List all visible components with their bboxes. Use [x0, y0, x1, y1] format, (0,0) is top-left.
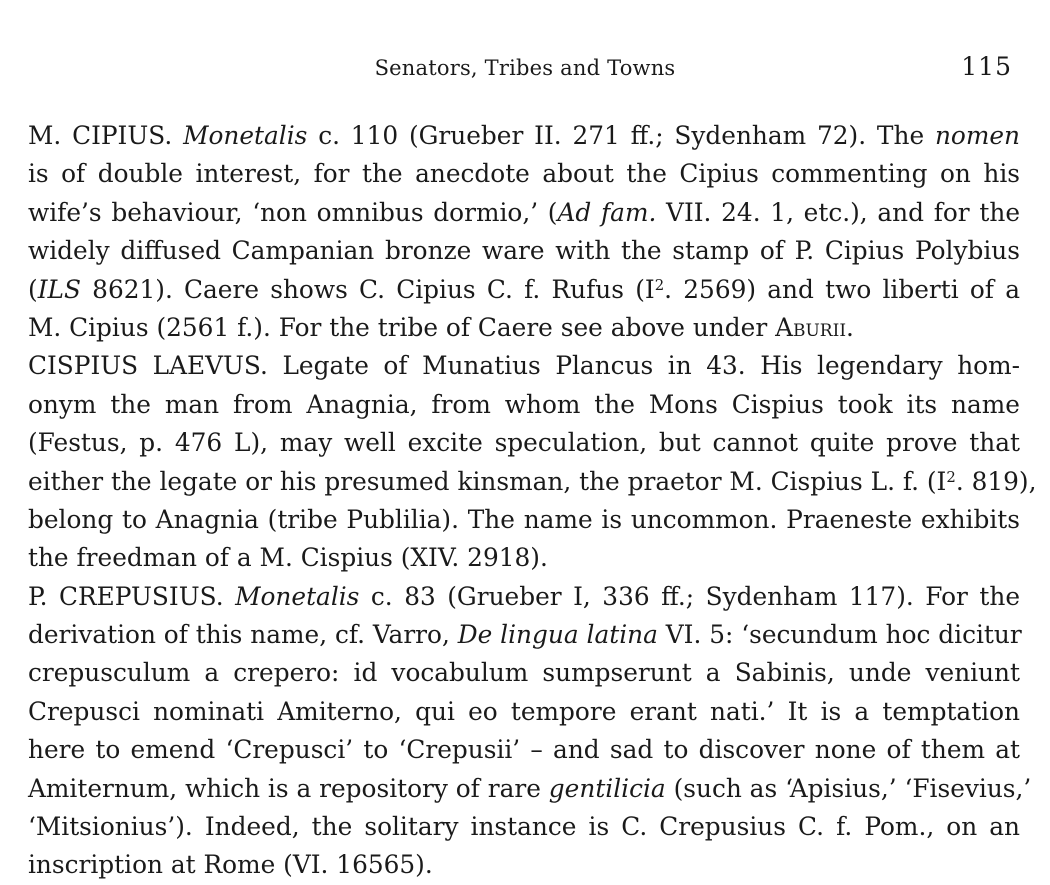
- text-segment: .: [846, 312, 854, 342]
- text-line: [28, 117, 1020, 155]
- text-segment: onym the man from Anagnia, from whom the Mons Cispius took its name: [28, 389, 1020, 419]
- text-line: [28, 194, 1020, 232]
- text-segment: VII. 24. 1, etc.), and for the: [656, 197, 1020, 227]
- running-head: Senators, Tribes and Towns: [374, 56, 676, 80]
- text-line: [28, 501, 1020, 539]
- text-line: [28, 232, 1020, 270]
- text-segment: M. CIPIUS.: [28, 121, 184, 150]
- text-segment: VI. 5: ‘secundum hoc dicitur: [657, 620, 1022, 650]
- text-segment: inscription at Rome (VI. 16565).: [28, 850, 433, 880]
- text-segment: Monetalis: [235, 581, 360, 611]
- text-line: [28, 386, 1020, 424]
- text-segment: CISPIUS LAEVUS. Legate of Munatius Plancus in 43. His legendary hom-: [28, 351, 1020, 381]
- entry: [28, 578, 1032, 885]
- text-segment: Monetalis: [183, 121, 308, 150]
- text-segment: c. 83 (Grueber I, 336 ff.; Sydenham 117). For the: [359, 581, 1020, 611]
- text-segment: Amiternum, which is a repository of rare: [28, 773, 549, 803]
- superscript: 2: [946, 467, 956, 486]
- text-line: [28, 770, 1032, 808]
- text-segment: crepusculum a crepero: id vocabulum sumpserunt a Sabinis, unde veniunt: [28, 658, 1020, 688]
- text-line: [28, 578, 1020, 616]
- text-line: [28, 309, 1020, 347]
- text-line: [28, 271, 1020, 309]
- text-segment: M. Cipius (2561 f.). For the tribe of Caere see above under: [28, 312, 776, 342]
- text-segment: (Festus, p. 476 L), may well excite speculation, but cannot quite prove that: [28, 428, 1020, 458]
- text-segment: Ad fam.: [557, 197, 657, 227]
- text-segment: is of double interest, for the anecdote about the Cipius commenting on his: [28, 159, 1020, 189]
- text-line: [28, 731, 1020, 769]
- text-line: [28, 846, 1020, 884]
- text-segment: widely diffused Campanian bronze ware with the stamp of P. Cipius Polybius: [28, 236, 1020, 266]
- body-text: [28, 117, 1037, 885]
- text-segment: . 819),: [955, 466, 1037, 496]
- text-segment: wife’s behaviour, ‘non omnibus dormio,’ (: [28, 197, 558, 227]
- text-segment: belong to Anagnia (tribe Publilia). The name is uncommon. Praeneste exhibits: [28, 504, 1020, 534]
- text-line: [28, 808, 1020, 846]
- text-segment: Crepusci nominati Amiterno, qui eo tempore erant nati.’ It is a temptation: [28, 696, 1020, 726]
- text-segment: ‘Mitsionius’). Indeed, the solitary instance is C. Crepusius C. f. Pom., on an: [28, 812, 1020, 842]
- text-segment: ILS: [37, 274, 81, 304]
- text-segment: either the legate or his presumed kinsman, the praetor M. Cispius L. f. (I: [28, 466, 947, 496]
- text-segment: (such as ‘Apisius,’ ‘Fisevius,’: [665, 773, 1032, 803]
- text-segment: Aburii: [775, 312, 847, 342]
- text-segment: (: [28, 274, 38, 304]
- text-segment: gentilicia: [548, 773, 666, 803]
- text-segment: here to emend ‘Crepusci’ to ‘Crepusii’ – and sad to discover none of them at: [28, 735, 1020, 765]
- page-number: 115: [961, 52, 1012, 81]
- text-line: [28, 616, 1020, 654]
- text-line: [28, 347, 1020, 385]
- text-line: [28, 539, 1020, 577]
- page-header: [0, 52, 1050, 88]
- text-line: [28, 654, 1020, 692]
- text-segment: c. 110 (Grueber II. 271 ff.; Sydenham 72). The: [307, 121, 935, 150]
- entry: [28, 347, 1037, 577]
- text-segment: the freedman of a M. Cispius (XIV. 2918).: [28, 543, 548, 573]
- text-segment: derivation of this name, cf. Varro,: [28, 620, 458, 650]
- text-line: [28, 693, 1020, 731]
- text-segment: De lingua latina: [457, 620, 658, 650]
- text-line: [28, 155, 1020, 193]
- superscript: 2: [654, 275, 665, 294]
- text-segment: 8621). Caere shows C. Cipius C. f. Rufus (I: [80, 274, 655, 304]
- entry: [28, 117, 1020, 347]
- text-segment: nomen: [934, 121, 1021, 150]
- text-segment: P. CREPUSIUS.: [28, 581, 236, 611]
- text-line: [28, 463, 1037, 501]
- text-line: [28, 424, 1020, 462]
- text-segment: . 2569) and two liberti of a: [664, 274, 1020, 304]
